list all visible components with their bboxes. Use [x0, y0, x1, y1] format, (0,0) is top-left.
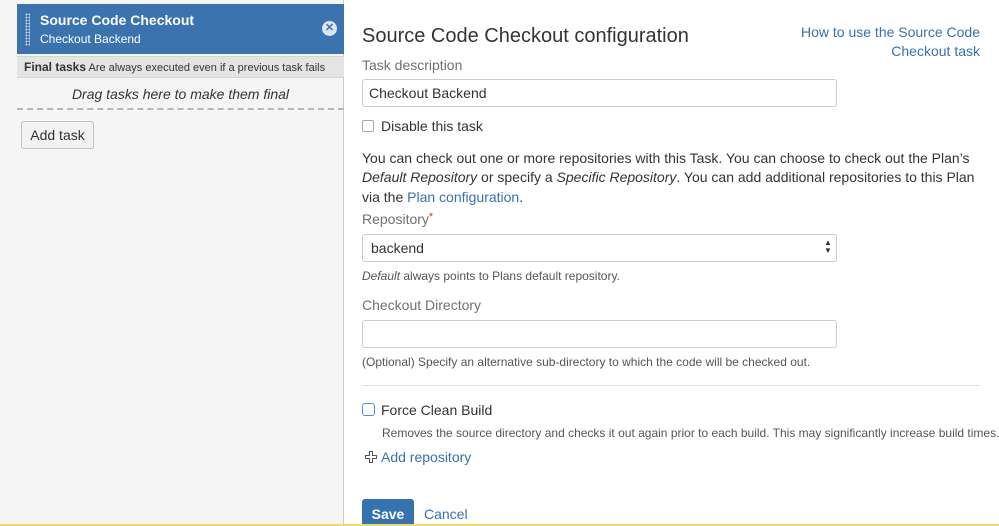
force-clean-build-label: Force Clean Build [381, 402, 493, 418]
repository-hint-text: always points to Plans default repository. [400, 269, 620, 283]
final-tasks-label: Final tasks [24, 60, 87, 74]
repository-label-text: Repository [362, 211, 429, 227]
task-item-subtitle: Checkout Backend [40, 32, 141, 46]
select-arrows-icon: ▲ ▼ [824, 238, 832, 255]
intro-specific-repository: Specific Repository [556, 169, 677, 186]
repository-select[interactable] [362, 234, 837, 262]
add-task-button[interactable]: Add task [21, 121, 94, 149]
task-list-panel [0, 0, 344, 526]
checkout-directory-label: Checkout Directory [362, 297, 482, 313]
checkout-directory-hint: (Optional) Specify an alternative sub-directory to which the code will be checked out. [362, 355, 811, 369]
disable-task-checkbox[interactable] [362, 120, 374, 132]
intro-text-2: or specify a [477, 169, 557, 186]
page-title: Source Code Checkout configuration [362, 25, 689, 47]
intro-text-4: . [519, 188, 524, 205]
intro-text-3: . You can add additional repositories to this Plan via the [362, 169, 975, 205]
repository-hint [362, 269, 620, 283]
add-repository-label: Add repository [381, 449, 472, 465]
close-circle-icon[interactable]: ✕ [322, 21, 337, 36]
plan-configuration-link[interactable]: Plan configuration [407, 188, 520, 205]
repository-selected-value: backend [371, 240, 424, 256]
intro-default-repository: Default Repository [362, 169, 478, 186]
section-divider [362, 385, 980, 386]
task-description-input[interactable]: Checkout Backend [362, 79, 837, 107]
final-tasks-description: Are always executed even if a previous task fails [88, 62, 326, 74]
repository-intro-text [362, 149, 980, 207]
required-marker: * [428, 211, 434, 223]
plus-icon [365, 450, 377, 462]
drag-handle-icon[interactable] [25, 13, 30, 46]
help-link[interactable]: How to use the Source Code Checkout task [801, 24, 980, 59]
final-tasks-drop-zone[interactable]: Drag tasks here to make them final [17, 79, 344, 110]
task-item-title: Source Code Checkout [40, 12, 195, 28]
repository-label [362, 211, 433, 227]
intro-text-1: You can check out one or more repositories with this Task. You can choose to check out the Plan’s [362, 150, 970, 166]
save-button[interactable]: Save [362, 499, 414, 526]
checkout-directory-input[interactable] [362, 320, 837, 348]
final-tasks-header [17, 56, 344, 78]
repository-hint-default: Default [362, 269, 401, 283]
task-description-label: Task description [362, 57, 463, 73]
force-clean-build-description: Removes the source directory and checks it out again prior to each build. This may significantly increase build times. [382, 426, 999, 440]
cancel-link[interactable]: Cancel [424, 506, 468, 522]
force-clean-build-checkbox[interactable] [362, 403, 375, 416]
task-item-source-code-checkout[interactable] [17, 4, 344, 54]
disable-task-label: Disable this task [381, 118, 483, 134]
add-repository-link[interactable] [365, 449, 471, 465]
